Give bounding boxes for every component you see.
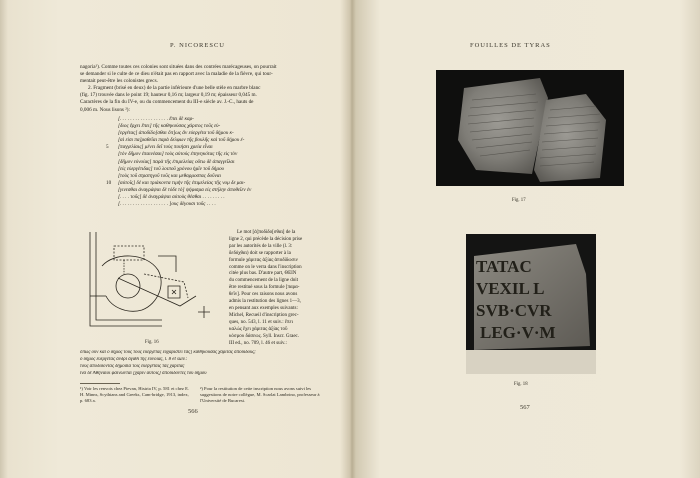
- figure-18-caption: Fig. 18: [514, 382, 528, 387]
- intro-line: 2. Fragment (brisé en deux) de la partie inférieure d'une belle stèle en marbre blanc: [88, 85, 261, 92]
- continuation-line: ὅπως οὖν καὶ ὁ δῆμος τοῦς τοῦς εὐεργέτας εὐχαριστεῖ τὰς] καθηκούσας χάριτας ἀποδιδούς;: [80, 350, 256, 355]
- left-page-header: P. NICORESCU: [170, 42, 225, 49]
- greek-line: [διος ἔρχει ἔπει] τῆς καθηκούσας χάριτος τοῦς εὐ-: [118, 123, 221, 130]
- column-line: en pensant aux exemples suivants:: [229, 305, 298, 311]
- figure-17-photo: [436, 70, 624, 186]
- column-line: formule χάριτας ἀξίας ἀποδίδωσιν: [229, 257, 298, 263]
- greek-line-number: 5: [106, 144, 109, 151]
- column-line: citée plus bas. D'autre part, ΘΕΙΝ: [229, 271, 297, 277]
- greek-line: [. . . . . . . . . . . . . . . . . . . ἔπει δὲ καρ-: [118, 116, 194, 122]
- left-page-number: 566: [188, 408, 198, 415]
- figure-16-caption: Fig. 16: [145, 340, 159, 345]
- inscription-line: LEG·V·M: [480, 323, 556, 342]
- column-line: κόσμου δάσεως. Syll. Inscr. Graec.: [229, 333, 300, 339]
- intro-line: 0,006 m. Nous lisons ²):: [80, 106, 130, 113]
- intro-line: se demander si le culte de ce dieu n'était pas en rapport avec la maladie de la fièvre, qui tour-: [80, 71, 273, 78]
- greek-continuation: [80, 350, 322, 378]
- figure-17-caption: Fig. 17: [512, 198, 526, 203]
- column-line: du commencement de la ligne doit: [229, 278, 299, 284]
- footnote-2: ²) Pour la restitution de cette inscription nous avons suivi les suggestions de notre collègue, M. Scarlat Lambrino, professeur à l'Université de Bucarest.: [200, 386, 320, 404]
- greek-line: [γινεσθαι ἀναγράψαι δὲ τόδε τὸ] ψήφισμα εἰς στήλην ἀποθεῖεν ἐν: [118, 186, 252, 193]
- column-line: Michel, Recueil d'inscription grec-: [229, 312, 299, 318]
- column-line: être restitué sous la formule [παρα-: [229, 285, 300, 291]
- greek-line: 5 [παγγελίαις] μένει δεῖ τοὺς ποιήσει χρεία εἶναι: [106, 144, 213, 151]
- intro-line: mentait peut-être les colonistes grecs.: [80, 78, 158, 85]
- greek-inscription: [106, 116, 328, 208]
- column-line: καλώς ἔχει χάριτας ἀξίας τοῦ: [229, 326, 288, 332]
- continuation-line: ὁ δῆμος εὐεργέτας ἀνδρὶ ἀγαθῖ τῆς εὐνοίας, l. 8 et suiv.:: [80, 356, 188, 362]
- column-line: ligne 2, qui précède la décision prise: [229, 236, 303, 242]
- right-page-number: 567: [520, 404, 530, 411]
- intro-line: nagoria¹). Comme toutes ces colonies sont situées dans des contrées marécageuses, on pourrait: [80, 64, 277, 70]
- continuation-line: τοὺς ἀποδίδοντας δημοσία τοῖς εὐεργέταις τὰς χάριτας: [80, 363, 185, 369]
- inscription-line: SVB·CVR: [476, 301, 552, 320]
- greek-line: 10 [αὐτοῖς] δὲ και τριάκοντα τιμὴν τῆς ἐπιμελείας τῆς νομ δε μαι-: [106, 179, 246, 186]
- column-line: Le mot [ἀ]ποδίδο[σθαι] de la: [237, 230, 296, 235]
- right-page-header: FOUILLES DE TYRAS: [470, 42, 551, 49]
- greek-line: [τὸν δῆμον ἐπαινέσαι] τοὺς αὑτοὺς ἐπηνηκότας τῆς εἰς τὸν: [118, 151, 238, 158]
- inscription-line: VEXIL L: [476, 279, 545, 298]
- inscription-line: TATAC: [476, 257, 532, 276]
- greek-line: [. . . . . . . . . . . . . . . . . . . ]ους δέγουσι τοῦς . . . .: [118, 201, 216, 208]
- continuation-line: ἵνα δὲ Ἀθηναῖοι φαίνωνται [χάριν αὐτοῖς] ἀποδιδόντες τοῦ δήμου: [80, 370, 207, 376]
- figure-16-plan: [84, 226, 224, 338]
- footnote-rule: [80, 383, 120, 384]
- figure-18-photo: [466, 234, 596, 374]
- greek-line-number: 10: [106, 179, 112, 186]
- column-line: III ed., no. 709, l. 46 et suiv.:: [229, 340, 287, 346]
- column-line: δεδόχθαι) doit se rapporter à la: [229, 250, 291, 256]
- greek-line: [. . . . τοῦς] δὲ ἀναγράψαι αὐτοὺς θέσθαι . . . . . . . . .: [118, 194, 225, 201]
- greek-line: [εργέτας] ἀποδίδο[σθαι ὅπ]ως ἂν εὐεργέτα τοῦ δήμου κ-: [118, 130, 234, 137]
- column-line: θεῖν]. Pour ces raisons nous avons: [229, 292, 298, 298]
- column-line: comme on le verra dans l'inscription: [229, 264, 302, 270]
- intro-text: [80, 64, 320, 114]
- column-line: ques, no. 543, l. 11 et suiv.: ἔπει: [229, 319, 293, 325]
- greek-line: [εἰς εὐεργέτιδας] τοῦ λοιποῦ χρόνου ἡμῖν τοῦ δήμου: [118, 165, 224, 172]
- right-column-text: [229, 230, 321, 347]
- greek-line: [τοὺς τοῦ στρατηγοῦ τοῦς και μεθαρμοστας δοῦναι: [118, 172, 221, 179]
- column-line: par les autorités de la ville (l. 3:: [229, 243, 293, 249]
- column-line: admis la restitution des lignes 1—3,: [229, 299, 301, 305]
- greek-line: [δῆμον εὐνοίας] παρὰ τῆς ἐπιμελείας οὕτω δὲ ἀπαγγεῖλαι: [118, 158, 235, 165]
- greek-line: [αὶ εἰσι πα]ραθεῖαι παρὰ δελφων τῆς βουλῆς καὶ τοῦ δήμου ἐ-: [118, 137, 245, 144]
- right-page: [352, 0, 700, 478]
- intro-line: (fig. 17) trouvée dans le point 19; hauteur 0,16 m; largeur 0,19 m; épaisseur 0,045 m.: [80, 92, 257, 99]
- intro-line: Caractères de la fin du IV-e, ou du commencement du III-e siècle av. J.-C., hauts de: [80, 99, 254, 106]
- footnote-1: ¹) Voir les renvois chez Pievan, Histria IV, p. 581 et chez E. H. Minns, Scythians and Greeks, Cam-bridge, 1913, index, p. 683 a.: [80, 386, 190, 404]
